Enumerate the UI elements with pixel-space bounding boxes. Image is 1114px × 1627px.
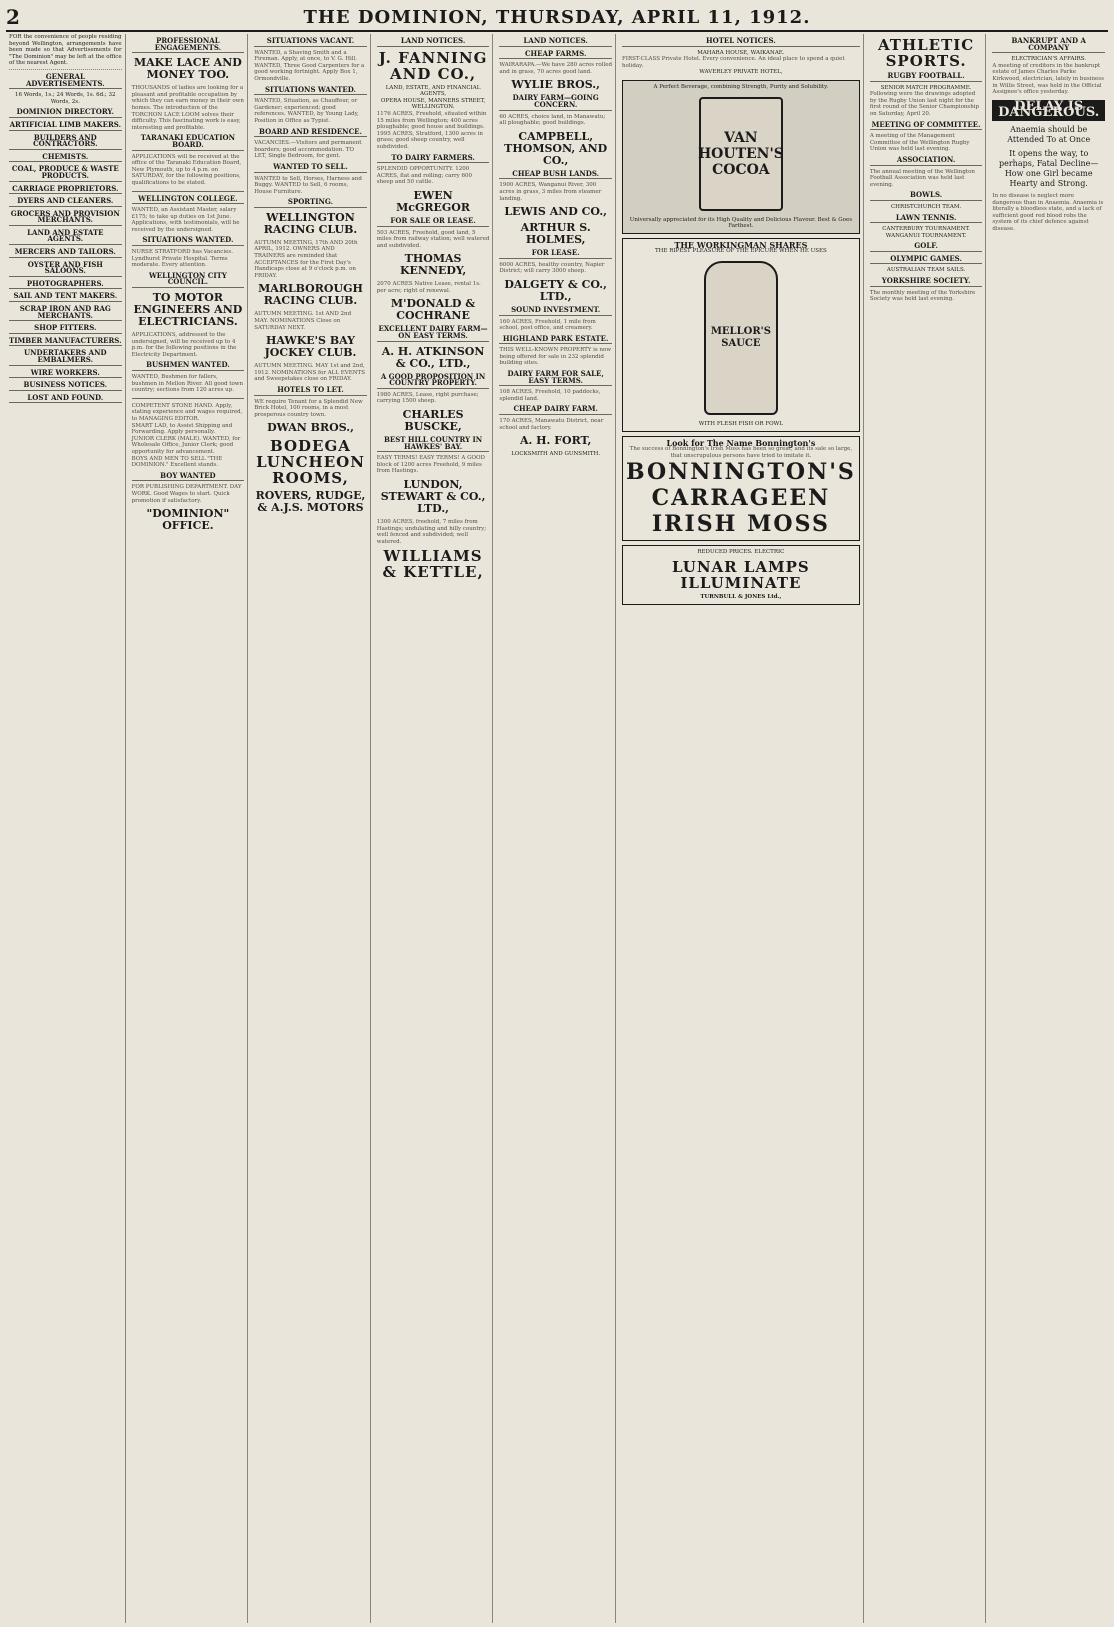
directory-heading-item: LAND AND ESTATE AGENTS. (9, 230, 122, 245)
ad-subline: MAHARA HOUSE, WAIKANAE. (697, 49, 785, 56)
section-heading: PROFESSIONAL ENGAGEMENTS. (132, 38, 245, 53)
sauce-footer: WITH FLESH FISH OR FOWL (698, 420, 783, 427)
ad-body: THIS WELL-KNOWN PROPERTY is now being offered for sale in 232 splendid building sites. (499, 347, 612, 367)
column-athletic-sports (867, 34, 987, 1623)
intro-notice: FOR the convenience of people residing beyond Wellington, arrangements have been made so that Advertisements for "The Dominion" may be left at the office of the nearest Agent. (9, 34, 122, 70)
ad-headline: A. H. ATKINSON & CO., LTD., (381, 344, 485, 370)
ad-subline: WAVERLEY PRIVATE HOTEL, (699, 69, 783, 76)
page-number: 2 (6, 5, 20, 29)
ad-body: 1900 ACRES, Wanganui River, 300 acres in grass, 3 miles from steamer landing. (499, 182, 602, 202)
lamps-footer: TURNBULL & JONES Ltd., (700, 593, 782, 600)
ad-body: AUTUMN MEETING, 17th AND 20th APRIL, 1912. OWNERS AND TRAINERS are reminded that ACCEPTANCES for the First Day's Handicaps close at 9 o'clock p.m. on FRIDAY. (254, 239, 358, 279)
section-heading: CHEAP BUSH LANDS. (499, 171, 612, 180)
ad-subline: CANTERBURY TOURNAMENT. (882, 226, 970, 233)
ad-body: SMART LAD, to Assist Shipping and Forwarding. Apply personally. (131, 422, 233, 436)
ad-headline: LUNDON, STEWART & CO., LTD., (380, 478, 486, 515)
athletic-title: ATHLETIC SPORTS. (877, 36, 975, 70)
section-heading: BOWLS. (870, 192, 983, 201)
article-body: Following were the drawings adopted by the Rugby Union last night for the first round of the Senior Championship on Saturday, April 20. (869, 91, 980, 117)
section-heading: BUSHMEN WANTED. (132, 362, 245, 371)
directory-heading-item: WIRE WORKERS. (9, 370, 122, 379)
ad-subline: LAND, ESTATE, AND FINANCIAL AGENTS, (385, 84, 481, 98)
ad-body: WANTED, Bushmen for fallers, bushmen in Mellon River. All good town country; sections from 120 acres up. (131, 374, 244, 394)
ad-body: The success of Bonnington's Irish Moss has been so great, and its sale so large, that unscrupulous persons have tried to imitate it. (629, 446, 853, 459)
ad-headline: ARTHUR S. HOLMES, (520, 221, 591, 247)
directory-heading-item: MERCERS AND TAILORS. (9, 249, 122, 258)
cocoa-footer: Universally appreciated for its High Quality and Delicious Flavour. Best & Goes Farthest. (629, 216, 853, 230)
moss-brand: BONNINGTON'S CARRAGEEN IRISH MOSS (625, 459, 856, 538)
lamps-top: REDUCED PRICES. ELECTRIC (697, 549, 785, 556)
sauce-middle: THE RIPEST PLEASURE OF THE EPICURE WHEN HE USES (654, 248, 827, 255)
section-heading: EXCELLENT DAIRY FARM—ON EASY TERMS. (378, 324, 488, 341)
section-heading: BANKRUPT AND A COMPANY (992, 38, 1105, 53)
column-situations (251, 34, 371, 1623)
directory-heading-item: SAIL AND TENT MAKERS. (9, 293, 122, 302)
delay-advertisement-headline: DELAY IS DANGEROUS. (992, 100, 1105, 121)
ad-body: 2070 ACRES Native Lease, rental 1s. per acre; right of renewal. (376, 281, 481, 294)
directory-heading-item: BUILDERS AND CONTRACTORS. (9, 135, 122, 150)
general-ads-heading: GENERAL ADVERTISEMENTS. (9, 74, 122, 89)
ad-headline: M'DONALD & COCHRANE (390, 297, 476, 323)
sauce-top: THE WORKINGMAN SHARES (674, 239, 808, 250)
ad-body: AUTUMN MEETING. MAY 1st and 2nd, 1912. NOMINATIONS for ALL EVENTS and Sweepstakes close on FRIDAY. (254, 363, 365, 383)
ad-subline: AUSTRALIAN TEAM SAILS. (886, 267, 966, 274)
newspaper-title: THE DOMINION, THURSDAY, APRIL 11, 1912. (303, 6, 811, 28)
ad-headline: WILLIAMS & KETTLE, (382, 547, 484, 582)
section-heading: MEETING OF COMMITTEE. (871, 119, 981, 129)
ad-headline: A. H. FORT, (519, 434, 592, 448)
directory-heading-item: CHEMISTS. (9, 154, 122, 163)
ad-headline: LEWIS AND CO., (504, 205, 608, 219)
ad-headline: DWAN BROS., (267, 421, 354, 435)
ad-subline: WANGANUI TOURNAMENT. (885, 232, 967, 239)
lamps-advertisement (622, 545, 860, 604)
ad-headline: MARLBOROUGH RACING CLUB. (258, 282, 363, 308)
ad-body: 1995 ACRES, Stratford, 1300 acres in grass; good sheep country, well subdivided. (376, 130, 483, 150)
ad-body: VACANCIES.—Visitors and permanent boarders; good accommodation. TO LET, Single Bedroom, for gent. (254, 140, 362, 160)
ad-headline: "DOMINION" OFFICE. (146, 507, 230, 533)
ad-body: FIRST-CLASS Private Hotel. Every convenience. An ideal place to spend a quiet holiday. (621, 56, 845, 69)
directory-heading-item: COAL, PRODUCE & WASTE PRODUCTS. (9, 166, 122, 181)
ad-headline: J. FANNING AND CO., (378, 48, 488, 83)
directory-heading-item: SCRAP IRON AND RAG MERCHANTS. (9, 306, 122, 321)
directory-heading-item: UNDERTAKERS AND EMBALMERS. (9, 350, 122, 365)
column-hotels-advertising (619, 34, 864, 1623)
directory-heading-item: DYERS AND CLEANERS. (9, 198, 122, 207)
section-heading: SITUATIONS WANTED. (254, 87, 367, 96)
section-heading: SITUATIONS VACANT. (254, 38, 367, 47)
ad-body: EASY TERMS! EASY TERMS! A GOOD block of 1200 acres Freehold, 9 miles from Hastings. (376, 455, 485, 475)
section-heading: BEST HILL COUNTRY IN HAWKES' BAY. (377, 437, 490, 452)
section-heading: DAIRY FARM—GOING CONCERN. (499, 95, 612, 110)
ad-body: 160 ACRES, Freehold, 1 mile from school, post office, and creamery. (499, 318, 596, 332)
ad-subline: It opens the way, to perhaps, Fatal Decline—How one Girl became Hearty and Strong. (998, 148, 1099, 188)
article-body: A meeting of the Management Committee of the Wellington Rugby Union was held last evening. (869, 133, 970, 153)
ad-body: FOR PUBLISHING DEPARTMENT. DAY WORK. Good Wages to start. Quick promotion if satisfactory. (131, 484, 242, 504)
ad-headline: THOMAS KENNEDY, (399, 252, 467, 278)
section-heading: TO DAIRY FARMERS. (377, 155, 490, 164)
section-heading: FOR LEASE. (499, 250, 612, 259)
section-heading: WELLINGTON CITY COUNCIL. (132, 273, 245, 288)
ad-subline: SENIOR MATCH PROGRAMME. (880, 84, 972, 91)
moss-look: Look for The Name Bonnington's (666, 437, 816, 448)
cocoa-advertisement (622, 80, 860, 234)
column-classifieds (6, 34, 126, 1623)
ad-body: WE require Tenant for a Splendid New Brick Hotel, 100 rooms, in a most prosperous country town. (254, 398, 363, 418)
ad-body: APPLICATIONS, addressed to the undersigned, will be received up to 4 p.m. for the following positions in the Electricity Department. (131, 332, 237, 358)
cocoa-brand: VAN HOUTEN'S COCOA (697, 129, 784, 178)
ad-headline: WELLINGTON RACING CLUB. (263, 210, 358, 236)
ad-headline: MAKE LACE AND MONEY TOO. (133, 56, 242, 82)
ad-headline: WYLIE BROS., (511, 78, 600, 92)
section-heading: YORKSHIRE SOCIETY. (870, 278, 983, 287)
section-heading: GOLF. (870, 243, 983, 252)
sauce-brand: MELLOR'S SAUCE (710, 325, 771, 349)
ad-body: 1980 ACRES, Lease, right purchase; carrying 1500 sheep. (376, 391, 479, 405)
ad-headline: EWEN McGREGOR (396, 188, 471, 214)
ad-subline: Anaemia should be Attended To at Once (1007, 124, 1091, 144)
ad-body: 503 ACRES, Freehold, good land, 5 miles from railway station; well watered and subdivided. (376, 229, 490, 249)
directory-heading-item: LOST AND FOUND. (9, 395, 122, 404)
section-heading: HOTEL NOTICES. (622, 38, 860, 47)
ad-headline: CHARLES BUSCKE, (402, 408, 464, 434)
article-body: In no disease is neglect more dangerous than in Anaemia. Anaemia is literally a bloodless state, and a lack of sufficient good red blood robs the system of its chief defence against disease. (992, 192, 1104, 232)
section-heading: WELLINGTON COLLEGE. (132, 196, 245, 205)
column-land-notices (374, 34, 494, 1623)
ad-body: WANTED to Sell, Horses, Harness and Buggy. WANTED to Sell, 6 rooms, House Furniture. (254, 175, 362, 195)
ad-headline: DALGETY & CO., LTD., (504, 277, 607, 303)
section-heading: TARANAKI EDUCATION BOARD. (132, 135, 245, 150)
ad-headline: BODEGA LUNCHEON ROOMS, (256, 437, 365, 488)
directory-heading-item: GROCERS AND PROVISION MERCHANTS. (10, 208, 120, 225)
ad-body: 170 ACRES, Manawatu District, near school and factory. (499, 418, 604, 431)
section-heading: OLYMPIC GAMES. (870, 256, 983, 265)
section-heading: LAWN TENNIS. (870, 215, 983, 224)
ad-subline: OPERA HOUSE, MANNERS STREET, WELLINGTON. (380, 97, 486, 111)
directory-heading-item: BUSINESS NOTICES. (9, 382, 122, 391)
section-heading: HIGHLAND PARK ESTATE. (499, 336, 612, 345)
sauce-bottle-icon (704, 261, 778, 415)
ad-body: THOUSANDS of ladies are looking for a pleasant and profitable occupation by which they can earn money in their own homes. The introduction of the TORCHON LACE LOOM solves their difficulty. This fascinating work is easy, interesting and profitable. (131, 85, 244, 131)
column-engagements (129, 34, 249, 1623)
ad-body: 1300 ACRES, freehold, 7 miles from Hastings; undulating and hilly country; well fenced and subdivided; well watered. (376, 519, 487, 545)
ad-body: APPLICATIONS will be received at the office of the Taranaki Education Board, New Plymouth, up to 4 p.m. on SATURDAY, for the following positions, qualifications to be stated. (131, 153, 242, 186)
ad-subline: LOCKSMITH AND GUNSMITH. (511, 451, 601, 458)
ad-body: WANTED, an Assistant Master, salary £175; to take up duties on 1st June. Applications, with testimonials, will be received by the undersigned. (131, 207, 240, 233)
ad-body: SPLENDID OPPORTUNITY. 1200 ACRES, flat and rolling; carry 600 sheep and 50 cattle. (376, 166, 473, 186)
section-heading: RUGBY FOOTBALL. (870, 73, 983, 82)
directory-heading-item: PHOTOGRAPHERS. (9, 281, 122, 290)
directory-list (9, 119, 122, 403)
directory-heading-item: SHOP FITTERS. (9, 325, 122, 334)
ad-headline: HAWKE'S BAY JOCKEY CLUB. (264, 334, 357, 360)
article-body: A meeting of creditors in the bankrupt estate of James Charles Parke Kirkwood, electrician, lately in business in Willis Street, was held in the Official Assignee's office yesterday. (992, 62, 1104, 96)
section-heading: CHEAP FARMS. (499, 51, 612, 60)
ad-body: WANTED, Situation, as Chauffeur, or Gardener; experienced; good references. WANTED, by Young Lady, Position in Office as Typist. (254, 98, 359, 124)
ad-headline: TO MOTOR ENGINEERS AND ELECTRICIANS. (133, 291, 243, 329)
section-heading: WANTED TO SELL. (254, 164, 367, 173)
article-body: The annual meeting of the Wellington Football Association was held last evening. (869, 168, 975, 188)
ad-body: NURSE STRATFORD has Vacancies. Lyndhurst Private Hospital. Terms moderate. Every attention. (131, 249, 233, 269)
directory-heading-item: OYSTER AND FISH SALOONS. (9, 262, 122, 277)
article-body: The monthly meeting of the Yorkshire Society was held last evening. (869, 289, 976, 303)
irish-moss-advertisement (622, 436, 860, 542)
rates-text: 16 Words, 1s.; 24 Words, 1s. 6d.; 32 Words, 2s. (15, 92, 116, 105)
column-land-notices-2 (496, 34, 616, 1623)
ad-subline: ELECTRICIAN'S AFFAIRS. (1011, 56, 1087, 63)
ad-body: 60 ACRES, choice land, in Manawatu; all ploughable; good buildings. (499, 113, 606, 127)
section-heading: BOY WANTED (132, 473, 245, 482)
masthead (6, 4, 1108, 32)
ad-body: JUNIOR CLERK (MALE). WANTED, for Wholesale Office, Junior Clerk; good opportunity for advancement. (131, 435, 241, 455)
section-heading: SPORTING. (254, 199, 367, 208)
cocoa-tagline: A Perfect Beverage, combining Strength, Purity and Solubility. (653, 83, 829, 90)
directory-heading-item: ARTIFICIAL LIMB MAKERS. (9, 119, 122, 129)
directory-heading: DOMINION DIRECTORY. (9, 109, 122, 118)
section-heading: HOTELS TO LET. (254, 387, 367, 396)
ad-headline: ROVERS, RUDGE, & A.J.S. MOTORS (255, 489, 366, 515)
section-heading: SITUATIONS WANTED. (132, 237, 245, 246)
column-bankrupt (989, 34, 1108, 1623)
section-heading: BOARD AND RESIDENCE. (254, 129, 367, 138)
ad-body: BOYS AND MEN TO SELL "THE DOMINION." Excellent stands. (131, 455, 223, 469)
ad-headline: CAMPBELL, THOMSON, AND CO., (504, 129, 608, 167)
section-heading: FOR SALE OR LEASE. (377, 218, 490, 227)
ad-body: WANTED, a Shaving Smith and a Fireman. Apply, at once, to V. G. Hill. WANTED, Three Good Carpenters for a good working fortnight. Apply Box 1, Ormondville. (254, 49, 365, 82)
ad-body: COMPETENT STONE HAND. Apply, stating experience and wages required, to MANAGING EDITOR. (131, 402, 243, 422)
section-heading: LAND NOTICES. (499, 38, 612, 47)
section-heading: A GOOD PROPOSITION IN COUNTRY PROPERTY. (377, 374, 490, 389)
section-heading: DAIRY FARM FOR SALE, EASY TERMS. (499, 371, 612, 386)
sauce-advertisement (622, 238, 860, 432)
ad-body: 6000 ACRES, healthy country, Napier District; will carry 3000 sheep. (499, 261, 605, 275)
cocoa-can-icon (699, 97, 783, 211)
section-heading: CHEAP DAIRY FARM. (499, 406, 612, 415)
columns (6, 34, 1108, 1623)
directory-heading-item: CARRIAGE PROPRIETORS. (9, 186, 122, 195)
section-heading: ASSOCIATION. (870, 157, 983, 166)
section-heading: SOUND INVESTMENT. (499, 307, 612, 316)
lamps-brand: LUNAR LAMPS ILLUMINATE (672, 557, 810, 592)
ad-body: 108 ACRES, Freehold, 10 paddocks, splendid land. (499, 389, 601, 402)
ad-body: WAIRARAPA.—We have 280 acres rolled and in grass, 70 acres good land. (499, 62, 612, 75)
directory-heading-item: TIMBER MANUFACTURERS. (9, 335, 122, 345)
ad-subline: CHRISTCHURCH TEAM. (890, 203, 962, 210)
ad-body: AUTUMN MEETING. 1st AND 2nd MAY. NOMINATIONS Close on SATURDAY NEXT. (254, 311, 352, 331)
section-heading: LAND NOTICES. (377, 38, 490, 47)
ad-body: 1176 ACRES, Freehold, situated within 15 miles from Wellington; 400 acres ploughable; good house and buildings. (376, 110, 487, 131)
